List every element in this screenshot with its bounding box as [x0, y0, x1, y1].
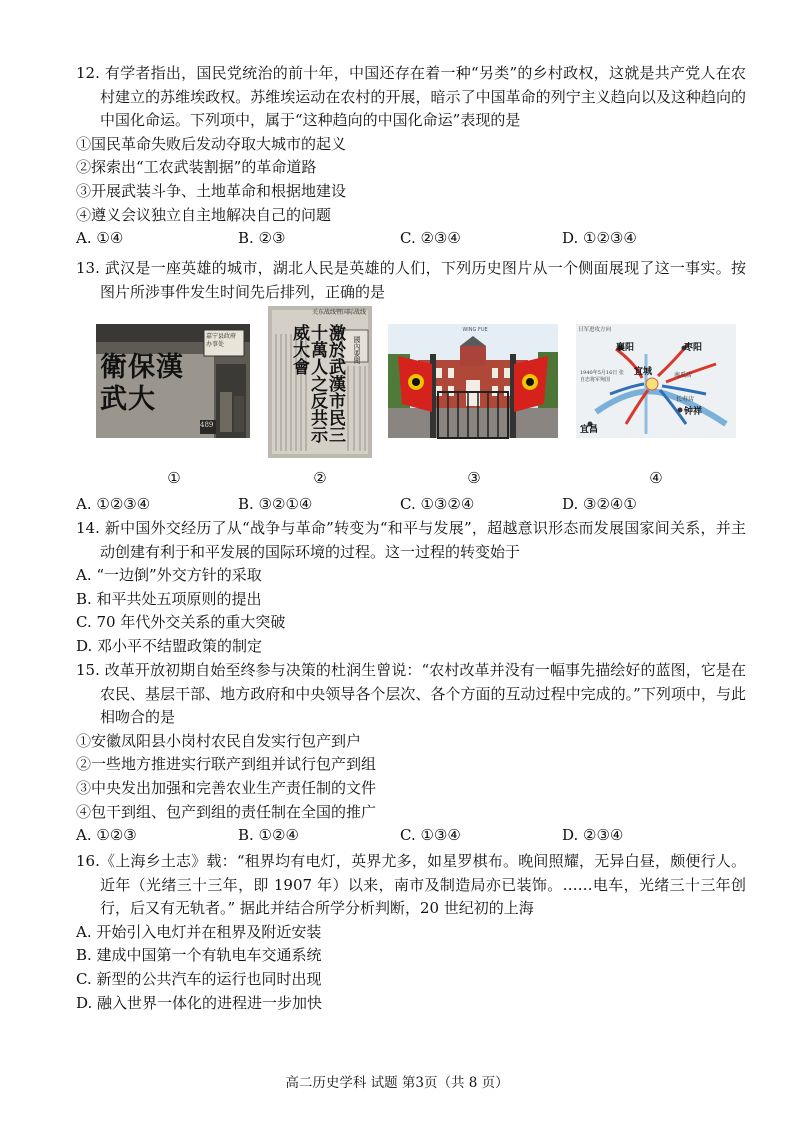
question-13: [76, 257, 746, 304]
option-b[interactable]: B. 和平共处五项原则的提出: [76, 589, 262, 608]
statement-item: ③开展武装斗争、土地革命和根据地建设: [76, 181, 347, 200]
answer-options: [76, 493, 746, 517]
map-city-yicheng: 宜城: [634, 367, 653, 377]
question-13-options: [76, 493, 746, 517]
statement-item: ①安徽凤阳县小岗村农民自发实行包产到户: [76, 731, 362, 750]
option-d[interactable]: D. ①②③④: [562, 229, 637, 248]
photo-newspaper-rally: [268, 306, 372, 458]
option-c[interactable]: C. ①③④: [400, 826, 461, 845]
answer-options: [76, 824, 746, 848]
option-c[interactable]: C. 新型的公共汽车的运行也同时出现: [76, 969, 322, 988]
option-b[interactable]: B. 建成中国第一个有轨电车交通系统: [76, 946, 322, 965]
question-stem: 12. 有学者指出，国民党统治的前十年，中国还存在着一种“另类”的乡村政权，这就是共产党人在农村建立的苏维埃政权。苏维埃运动在农村的开展，暗示了中国革命的列宁主义趋向以及这种趋向的中国化命运。下列项中，属于“这种趋向的中国化命运”表现的是: [76, 64, 746, 130]
statement-item: ④遵义会议独立自主地解决自己的问题: [76, 205, 332, 224]
option-d[interactable]: D. 融入世界一体化的进程进一步加快: [76, 993, 323, 1012]
map-place-changshoudian: 长寿店: [676, 396, 695, 403]
statement-item: ②一些地方推进实行联产到组并试行包产到组: [76, 755, 377, 774]
question-14: [76, 517, 746, 659]
question-16: [76, 850, 746, 1015]
option-c[interactable]: C. 70 年代外交关系的重大突破: [76, 613, 286, 632]
newspaper-section: 國內要聞: [353, 336, 361, 364]
statement-item: ②探索出“工农武装割据”的革命道路: [76, 158, 317, 177]
option-d[interactable]: D. ②③④: [562, 826, 624, 845]
option-b[interactable]: B. ①②④: [238, 826, 299, 845]
option-b[interactable]: B. ②③: [238, 229, 286, 248]
page-footer: 高二历史学科 试题 第3页（共 8 页）: [285, 1075, 509, 1091]
option-c[interactable]: C. ②③④: [400, 229, 461, 248]
history-pictures: [92, 306, 744, 496]
map-city-zaoyang: 枣阳: [684, 343, 703, 353]
photo-wuhan-defense-slogan: [96, 324, 250, 438]
photo-wuchang-uprising-hall: [388, 324, 558, 438]
statement-item: ③中央发出加强和完善农业生产责任制的文件: [76, 778, 377, 797]
question-stem: 13. 武汉是一座英雄的城市，湖北人民是英雄的人们，下列历史图片从一个侧面展现了这一事实。按图片所涉事件发生时间先后排列，正确的是: [76, 259, 746, 301]
option-a[interactable]: A. “一边倒”外交方针的采取: [76, 566, 262, 585]
picture-label-2: ②: [313, 469, 327, 487]
plate-number: 489: [200, 421, 214, 429]
question-stem: 15. 改革开放初期自始至终参与决策的杜润生曾说：“农村改革并没有一幅事先描绘好的蓝图，它是在农民、基层干部、地方政府和中央领导各个层次、各个方面的互动过程中完成的。”下列项中，与此相吻合的是: [76, 661, 746, 727]
map-city-xiangyang: 襄阳: [616, 343, 635, 353]
picture-label-1: ①: [167, 469, 181, 487]
sign-board: 嘉宁县政府 办事处: [206, 333, 237, 348]
question-12: [76, 62, 746, 251]
option-d[interactable]: D. ③②④①: [562, 495, 637, 513]
map-city-zhongxiang: 钟祥: [684, 407, 703, 417]
picture-label-3: ③: [467, 469, 481, 487]
statement-item: ①国民革命失败后发动夺取大城市的起义: [76, 134, 347, 153]
option-a[interactable]: A. ①②③: [76, 826, 137, 845]
question-stem: 14. 新中国外交经历了从“战争与革命”转变为“和平与发展”，超越意识形态而发展国家间关系，并主动创建有利于和平发展的国际环境的过程。这一过程的转变始于: [76, 519, 746, 561]
question-15: [76, 659, 746, 848]
picture-label-4: ④: [649, 469, 663, 487]
photo-caption: WING FUE: [462, 327, 488, 333]
answer-options: [76, 227, 746, 251]
wall-slogan: 衛保漢武大: [100, 352, 184, 415]
option-d[interactable]: D. 邓小平不结盟政策的制定: [76, 636, 263, 655]
question-stem: 16.《上海乡土志》载：“租界均有电灯，英界尤多，如星罗棋布。晚间照耀，无异白昼，颇便行人。近年（光绪三十三年，即 1907 年）以来，南市及制造局亦已装饰。……电车，光绪三十三年创行，后又有无轨者。” 据此并结合所学分析判断，20 世纪初的上海: [76, 852, 746, 918]
option-a[interactable]: A. ①④: [76, 229, 124, 248]
option-c[interactable]: C. ①③②④: [400, 495, 475, 513]
option-a[interactable]: A. ①②③④: [76, 495, 151, 513]
map-annotation: 1940年5月16日 张自忠将军殉国: [580, 370, 624, 383]
statement-item: ④包干到组、包产到组的责任制在全国的推广: [76, 802, 377, 821]
option-b[interactable]: B. ③②①④: [238, 495, 313, 513]
map-city-yichang: 宜昌: [580, 425, 599, 435]
map-place-nanguadian: 南瓜店: [674, 372, 693, 379]
option-a[interactable]: A. 开始引入电灯并在租界及附近安装: [76, 922, 322, 941]
map-legend: 日军进攻方向: [578, 327, 612, 333]
newspaper-header: 关东战线暨国际战线: [311, 309, 366, 316]
newspaper-headline: 激於武漢市民三十萬人之反共示威大會: [289, 324, 345, 443]
map-zaoyi-campaign: [576, 324, 736, 438]
